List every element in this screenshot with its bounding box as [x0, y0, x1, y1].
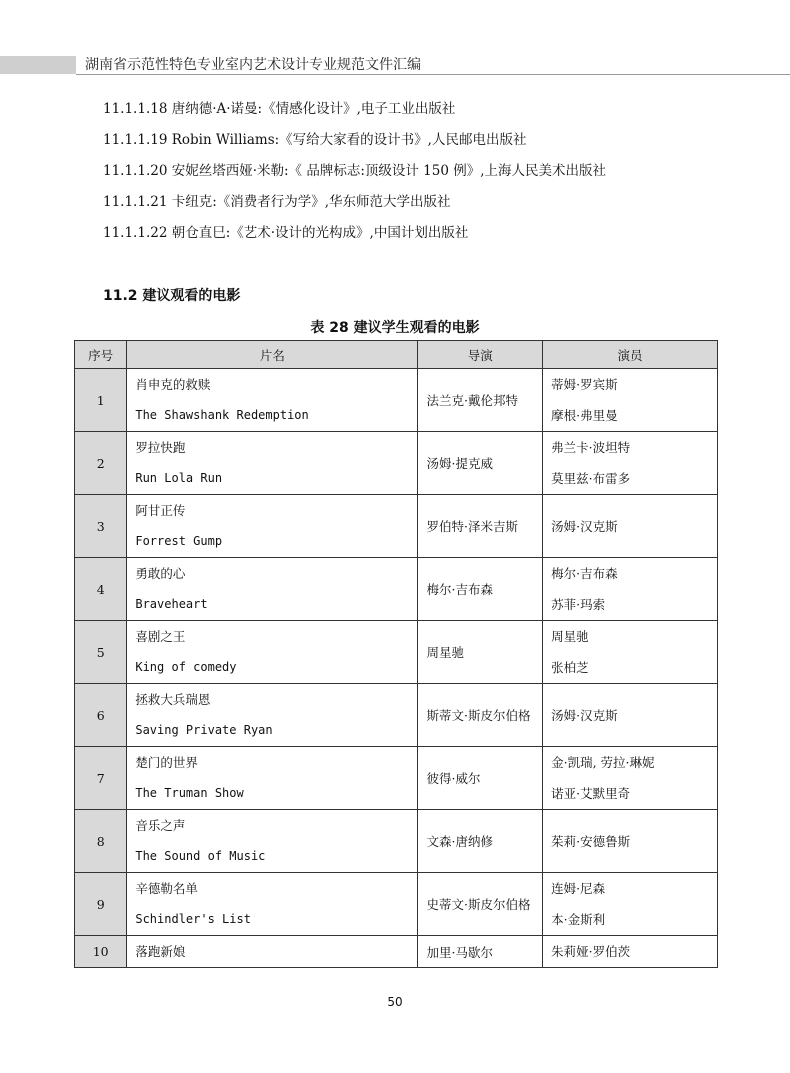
actor-name: 汤姆·汉克斯 — [551, 707, 618, 723]
film-title-chinese: 楚门的世界 — [135, 755, 198, 770]
film-title-chinese: 落跑新娘 — [135, 944, 186, 959]
header-rule — [76, 74, 790, 75]
row-number: 7 — [75, 747, 127, 810]
actor-name: 莫里兹·布雷多 — [551, 471, 631, 486]
page-number: 50 — [387, 995, 403, 1009]
table-row — [75, 621, 718, 684]
table-row — [75, 684, 718, 747]
table-row — [75, 873, 718, 936]
director-cell: 史蒂文·斯皮尔伯格 — [418, 873, 543, 936]
actors-cell — [543, 432, 718, 495]
director-cell: 梅尔·吉布森 — [418, 558, 543, 621]
director-cell: 加里·马歇尔 — [418, 936, 543, 968]
film-title-english: Forrest Gump — [135, 534, 223, 548]
row-number: 4 — [75, 558, 127, 621]
actors-cell — [543, 621, 718, 684]
actor-name: 摩根·弗里曼 — [551, 408, 618, 423]
section-heading: 11.2 建议观看的电影 — [103, 288, 241, 304]
header-cell-title: 片名 — [127, 341, 418, 369]
header-cell-number: 序号 — [75, 341, 127, 369]
film-title-cell — [127, 810, 418, 873]
reference-item: 11.1.1.19 Robin Williams:《写给大家看的设计书》,人民邮电出版社 — [103, 132, 527, 148]
row-number: 5 — [75, 621, 127, 684]
actor-name: 苏菲·玛索 — [551, 597, 606, 612]
actors-cell — [543, 747, 718, 810]
film-title-english: Run Lola Run — [135, 471, 223, 485]
film-title-cell — [127, 495, 418, 558]
director-cell: 文森·唐纳修 — [418, 810, 543, 873]
actors-cell — [543, 558, 718, 621]
film-title-cell — [127, 747, 418, 810]
header-band — [0, 56, 76, 74]
actor-name: 朱莉娅·罗伯茨 — [551, 944, 631, 959]
director-cell: 彼得·威尔 — [418, 747, 543, 810]
table-body — [75, 369, 718, 968]
table-row — [75, 936, 718, 968]
table-header-row — [75, 341, 718, 369]
film-title-english: King of comedy — [135, 660, 237, 674]
film-title-cell — [127, 936, 418, 968]
running-header: 湖南省示范性特色专业室内艺术设计专业规范文件汇编 — [85, 57, 421, 73]
director-cell: 汤姆·提克威 — [418, 432, 543, 495]
header-cell-director: 导演 — [418, 341, 543, 369]
row-number: 10 — [75, 936, 127, 968]
reference-item: 11.1.1.22 朝仓直巳:《艺术·设计的光构成》,中国计划出版社 — [103, 225, 469, 241]
reference-list — [103, 94, 606, 249]
actors-cell — [543, 684, 718, 747]
actor-name: 茱莉·安德鲁斯 — [551, 833, 631, 849]
reference-item: 11.1.1.21 卡纽克:《消费者行为学》,华东师范大学出版社 — [103, 194, 451, 210]
film-title-chinese: 罗拉快跑 — [135, 440, 186, 455]
actors-cell — [543, 873, 718, 936]
film-title-cell — [127, 558, 418, 621]
actor-name: 汤姆·汉克斯 — [551, 518, 618, 534]
actors-cell — [543, 936, 718, 968]
film-title-english: The Shawshank Redemption — [135, 408, 309, 422]
row-number: 1 — [75, 369, 127, 432]
table-row — [75, 810, 718, 873]
actors-cell — [543, 495, 718, 558]
film-title-cell — [127, 684, 418, 747]
actors-cell — [543, 369, 718, 432]
film-title-chinese: 拯救大兵瑞恩 — [135, 692, 211, 707]
film-title-english: Braveheart — [135, 597, 208, 611]
table-row — [75, 495, 718, 558]
table-row — [75, 432, 718, 495]
row-number: 2 — [75, 432, 127, 495]
actor-name: 弗兰卡·波坦特 — [551, 440, 631, 455]
row-number: 3 — [75, 495, 127, 558]
film-title-english: Schindler's List — [135, 912, 251, 926]
row-number: 8 — [75, 810, 127, 873]
film-title-cell — [127, 873, 418, 936]
film-title-chinese: 音乐之声 — [135, 818, 186, 833]
actor-name: 蒂姆·罗宾斯 — [551, 377, 618, 392]
film-title-chinese: 辛德勒名单 — [135, 881, 198, 896]
director-cell: 罗伯特·泽米吉斯 — [418, 495, 543, 558]
director-cell: 法兰克·戴伦邦特 — [418, 369, 543, 432]
film-title-cell — [127, 621, 418, 684]
film-title-chinese: 喜剧之王 — [135, 629, 186, 644]
row-number: 9 — [75, 873, 127, 936]
table-row — [75, 747, 718, 810]
table-row — [75, 558, 718, 621]
film-title-cell — [127, 369, 418, 432]
actors-cell — [543, 810, 718, 873]
actor-name: 本·金斯利 — [551, 912, 606, 927]
film-title-english: The Truman Show — [135, 786, 244, 800]
director-cell: 周星驰 — [418, 621, 543, 684]
film-title-english: Saving Private Ryan — [135, 723, 273, 737]
reference-item: 11.1.1.20 安妮丝塔西娅·米勒:《 品牌标志:顶级设计 150 例》,上海人民美术出版社 — [103, 163, 607, 179]
film-title-english: The Sound of Music — [135, 849, 266, 863]
film-table — [74, 340, 718, 968]
film-title-chinese: 阿甘正传 — [135, 503, 186, 518]
film-title-cell — [127, 432, 418, 495]
actor-name: 连姆·尼森 — [551, 881, 606, 896]
row-number: 6 — [75, 684, 127, 747]
actor-name: 诺亚·艾默里奇 — [551, 786, 631, 801]
film-title-chinese: 肖申克的救赎 — [135, 377, 211, 392]
film-title-chinese: 勇敢的心 — [135, 566, 186, 581]
header-cell-actors: 演员 — [543, 341, 718, 369]
actor-name: 金·凯瑞, 劳拉·琳妮 — [551, 755, 655, 770]
table-row — [75, 369, 718, 432]
actor-name: 梅尔·吉布森 — [551, 566, 618, 581]
reference-item: 11.1.1.18 唐纳德·A·诺曼:《情感化设计》,电子工业出版社 — [103, 101, 456, 117]
actor-name: 张柏芝 — [551, 660, 589, 675]
director-cell: 斯蒂文·斯皮尔伯格 — [418, 684, 543, 747]
table-caption: 表 28 建议学生观看的电影 — [310, 320, 480, 336]
actor-name: 周星驰 — [551, 629, 589, 644]
